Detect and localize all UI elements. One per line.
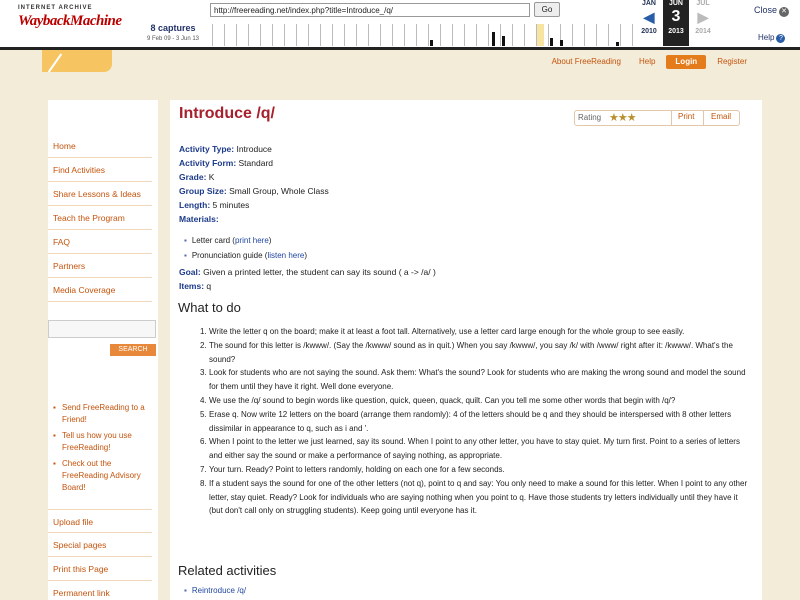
month-jun: JUN (668, 0, 683, 7)
sidebar-item-media-coverage[interactable]: Media Coverage (48, 278, 152, 302)
materials (179, 213, 219, 227)
sparkline-tick (596, 24, 597, 46)
activity-type-value: Introduce (234, 144, 272, 154)
wayback-calendar (636, 0, 716, 46)
sparkline-tick (284, 24, 285, 46)
step-item (200, 435, 749, 463)
sparkline-tick (524, 24, 525, 46)
sparkline-tick (500, 24, 501, 46)
sparkline-tick (584, 24, 585, 46)
wayback-logo[interactable] (18, 5, 122, 41)
close-icon: ✕ (779, 7, 789, 17)
sparkline-tick (488, 24, 489, 46)
sparkline-tick (272, 24, 273, 46)
help-icon: ? (776, 34, 785, 43)
group-size-value: Small Group, Whole Class (226, 186, 329, 196)
material-pronunciation (184, 251, 307, 260)
step-item (200, 477, 749, 518)
sparkline-tick (440, 24, 441, 46)
capture-bar[interactable] (492, 32, 495, 46)
activity-type-key: Activity Type: (179, 144, 235, 154)
tool-print-page[interactable]: Print this Page (48, 557, 152, 581)
step-text: Look for students who are not saying the sound. Ask them: What's the sound? Look for students who are making the wrong sound and model the sound for them until they have it right. Well done everyone. (209, 368, 746, 392)
sidebar-item-share-lessons[interactable]: Share Lessons & Ideas (48, 182, 152, 206)
sidebar-item-find-activities[interactable]: Find Activities (48, 158, 152, 182)
tool-special-pages[interactable]: Special pages (48, 533, 152, 557)
top-nav (543, 55, 756, 69)
current-day: 3 (671, 8, 681, 25)
grade-key: Grade: (179, 172, 207, 182)
sparkline-tick (428, 24, 429, 46)
sparkline-tick (620, 24, 621, 46)
step-number: 6. (200, 437, 207, 447)
next-arrow-icon: ▶ (697, 9, 709, 25)
length-key: Length: (179, 200, 211, 210)
sparkline-tick (380, 24, 381, 46)
length-value: 5 minutes (210, 200, 250, 210)
material-text: Pronunciation guide ( (191, 251, 268, 260)
step-number: 8. (200, 478, 207, 488)
capture-bar[interactable] (502, 36, 505, 46)
main-content (170, 100, 762, 600)
activity-form-value: Standard (236, 158, 274, 168)
month-jul: JUL (696, 0, 710, 7)
about-link[interactable]: About FreeReading (551, 57, 621, 66)
sparkline-tick (248, 24, 249, 46)
step-text: Write the letter q on the board; make it at least a foot tall. Alternatively, use a letter card large enough for the whole group to see easily. (209, 327, 685, 336)
material-text: ) (304, 251, 308, 260)
sidebar (48, 100, 158, 600)
step-item (200, 366, 749, 394)
sparkline-tick (356, 24, 357, 46)
year-current: 2013 (668, 28, 684, 35)
sidebar-item-home[interactable]: Home (48, 134, 152, 158)
sparkline-tick (512, 24, 513, 46)
activity-type (179, 143, 272, 157)
activity-form-key: Activity Form: (179, 158, 237, 168)
search-button[interactable]: SEARCH (110, 344, 156, 356)
wayback-logo-main: WaybackMachine (18, 13, 122, 29)
wayback-logo-top: INTERNET ARCHIVE (18, 5, 93, 11)
sparkline-tick (608, 24, 609, 46)
sparkline-tick (536, 24, 537, 46)
sparkline-tick (476, 24, 477, 46)
items (179, 280, 211, 294)
wayback-close-button[interactable] (754, 5, 789, 17)
sparkline-tick (464, 24, 465, 46)
step-text: When I point to the letter we just learned, say its sound. When I point to any other letter, you have to stay quiet. My turn first. Point to a series of letters and either say the sound or make a performance of saying nothing, as appropriate. (209, 437, 740, 461)
sparkline-tick (320, 24, 321, 46)
captures-range: 9 Feb 09 - 3 Jun 13 (146, 36, 200, 42)
step-text: We use the /q/ sound to begin words like question, quick, queen, quack, quilt. Can you tell me some other words that begin with /q/? (209, 395, 676, 405)
login-button[interactable]: Login (666, 55, 706, 69)
capture-bar[interactable] (560, 40, 563, 46)
items-key: Items: (179, 281, 205, 291)
related-activities-heading: Related activities (178, 563, 277, 578)
year-prev: 2010 (641, 28, 657, 35)
captures-link[interactable]: 8 captures (150, 23, 196, 33)
items-value: q (204, 281, 212, 291)
step-text: The sound for this letter is /kwww/. (Say the /kwww/ sound as in quit.) When you say /kwww/, you say /k/ with /www/ right after it: /kwww/. What's the sound? (209, 340, 733, 364)
step-item (200, 408, 749, 436)
sparkline-tick (224, 24, 225, 46)
group-size-key: Group Size: (179, 186, 227, 196)
year-next: 2014 (695, 28, 711, 35)
wayback-url-input[interactable] (210, 3, 530, 17)
search-input[interactable] (48, 320, 156, 338)
materials-key: Materials: (179, 214, 219, 224)
material-letter-card (184, 236, 271, 245)
wayback-captures (138, 23, 208, 42)
sparkline-tick (404, 24, 405, 46)
step-item (200, 394, 749, 408)
tool-permanent-link[interactable]: Permanent link (48, 581, 152, 600)
length (179, 199, 249, 213)
print-here-link[interactable]: print here (234, 236, 269, 245)
rating-label: Rating (578, 113, 602, 122)
print-button[interactable]: Print (678, 112, 695, 121)
goal-key: Goal: (179, 267, 201, 277)
sparkline-tick (212, 24, 213, 46)
sparkline-tick (332, 24, 333, 46)
goal (179, 266, 436, 280)
next-month (690, 0, 716, 35)
site-logo[interactable] (42, 50, 112, 72)
help-link[interactable]: Help (638, 57, 656, 66)
grade (179, 171, 214, 185)
sidebar-item-teach-program[interactable]: Teach the Program (48, 206, 152, 230)
step-number: 2. (200, 340, 207, 350)
prev-arrow-icon[interactable]: ◀ (643, 9, 655, 25)
group-size (179, 185, 329, 199)
send-to-friend-link[interactable]: ▪ Send FreeReading to a Friend! (53, 402, 153, 426)
sparkline-tick (572, 24, 573, 46)
tool-upload-file[interactable]: Upload file (48, 509, 152, 533)
prev-month[interactable] (636, 0, 662, 35)
capture-bar[interactable] (550, 38, 553, 46)
steps-list (200, 325, 749, 518)
divider (703, 111, 704, 125)
related-reintroduce-link[interactable]: ▪ Reintroduce /q/ (184, 586, 246, 595)
step-text: Erase q. Now write 12 letters on the board (arrange them randomly): 4 of the letters should be q and they should be interspersed with 8 other letters dissimilar in appearance to q, such as i and '. (209, 409, 732, 433)
step-number: 5. (200, 409, 207, 419)
page-title: Introduce /q/ (179, 105, 275, 122)
step-item (200, 463, 749, 477)
goal-value: Given a printed letter, the student can say its sound ( a -> /a/ ) (200, 267, 436, 277)
sparkline-tick (236, 24, 237, 46)
sparkline-tick (308, 24, 309, 46)
sparkline-tick (260, 24, 261, 46)
wayback-help-button[interactable] (758, 33, 785, 43)
month-jan: JAN (641, 0, 656, 7)
sparkline-tick (392, 24, 393, 46)
rating-stars-icon[interactable]: ★★★ (609, 112, 636, 124)
capture-sparkline[interactable] (212, 24, 632, 46)
step-number: 3. (200, 368, 207, 378)
sidebar-item-faq[interactable]: FAQ (48, 230, 152, 254)
wayback-go-button[interactable]: Go (534, 2, 560, 17)
activity-form (179, 157, 273, 171)
sparkline-tick (344, 24, 345, 46)
current-month (663, 0, 689, 46)
grade-value: K (206, 172, 215, 182)
capture-bar[interactable] (430, 40, 433, 46)
step-number: 7. (200, 464, 207, 474)
rating-box (574, 110, 740, 126)
listen-here-link[interactable]: listen here (267, 251, 305, 260)
material-text: ) (268, 236, 272, 245)
sparkline-tick (452, 24, 453, 46)
material-text: Letter card ( (191, 236, 235, 245)
sidebar-item-partners[interactable]: Partners (48, 254, 152, 278)
divider (671, 111, 672, 125)
sparkline-tick (632, 24, 633, 46)
sparkline-tick (296, 24, 297, 46)
sparkline-tick (368, 24, 369, 46)
register-link[interactable]: Register (717, 57, 747, 66)
advisory-board-link[interactable]: ▪ Check out the FreeReading Advisory Board! (53, 458, 153, 494)
wayback-toolbar (0, 0, 800, 50)
what-to-do-heading: What to do (178, 300, 241, 315)
email-button[interactable]: Email (711, 112, 732, 121)
sparkline-highlight (536, 24, 544, 46)
tell-us-link[interactable]: ▪ Tell us how you use FreeReading! (53, 430, 153, 454)
help-label: Help (758, 33, 775, 42)
close-label: Close (754, 5, 778, 15)
step-item (200, 325, 749, 339)
step-number: 4. (200, 395, 207, 405)
capture-bar[interactable] (616, 42, 619, 46)
step-number: 1. (200, 327, 207, 336)
step-text: Your turn. Ready? Point to letters randomly, holding on each one for a few seconds. (209, 464, 505, 474)
step-text: If a student says the sound for one of the other letters (not q), point to q and say: You only need to make a sound for this letter. When I point to any other letter, stay quiet. Ready? Look for individuals who are saying nothing when you point to q. Have those students try letters individually until they have it (but don't call only on struggling students). Keep going until everyone has it. (209, 478, 748, 516)
sparkline-tick (548, 24, 549, 46)
sparkline-tick (416, 24, 417, 46)
step-item (200, 339, 749, 367)
